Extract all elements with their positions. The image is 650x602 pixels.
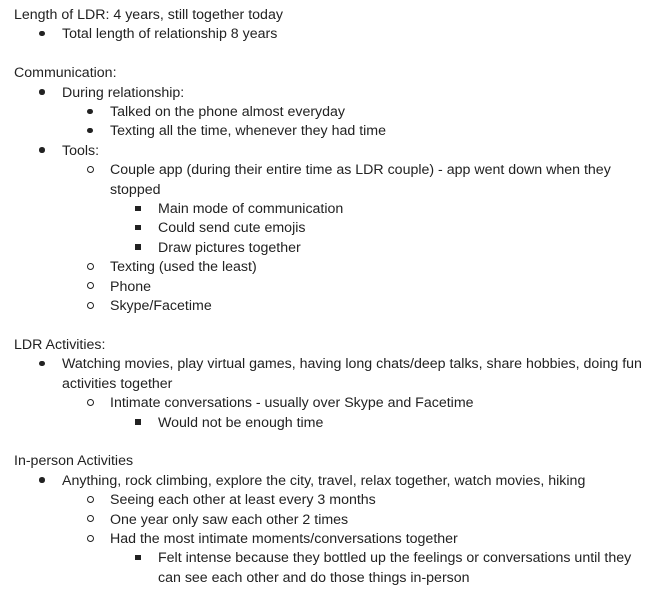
filled-square-bullet-icon [130, 239, 146, 258]
list-item [0, 200, 650, 219]
list-item-text: Seeing each other at least every 3 months [110, 492, 376, 509]
list-item [0, 278, 650, 297]
list-item-text: Texting (used the least) [110, 259, 257, 276]
list-item [0, 394, 650, 413]
list-item-text: Had the most intimate moments/conversations together [110, 530, 458, 547]
list-item [0, 84, 650, 103]
list-item [0, 511, 650, 530]
filled-square-bullet-icon [130, 549, 146, 568]
section-communication [0, 64, 650, 316]
list-item [0, 25, 650, 44]
filled-circle-bullet-icon [34, 25, 50, 44]
blank-line [0, 316, 650, 335]
list-item-text: Could send cute emojis [158, 220, 306, 237]
list-item-text: Watching movies, play virtual games, having long chats/deep talks, share hobbies, doing fun activities together [62, 356, 642, 392]
hollow-circle-bullet-icon [82, 530, 98, 549]
list-item [0, 491, 650, 510]
list-item [0, 122, 650, 141]
list-item [0, 530, 650, 549]
filled-circle-bullet-icon [34, 142, 50, 161]
hollow-circle-bullet-icon [82, 491, 98, 510]
filled-circle-bullet-icon [82, 103, 98, 122]
list-item-text: During relationship: [62, 84, 185, 101]
section-heading: LDR Activities: [14, 336, 106, 353]
list-item-text: Talked on the phone almost everyday [110, 104, 346, 121]
list-item [0, 549, 650, 588]
list-item-text: Main mode of communication [158, 201, 344, 218]
list-item [0, 161, 650, 200]
filled-square-bullet-icon [130, 200, 146, 219]
filled-square-bullet-icon [130, 219, 146, 238]
list-item [0, 414, 650, 433]
list-item-text: Draw pictures together [158, 239, 301, 256]
blank-line [0, 433, 650, 452]
list-item-text: Couple app (during their entire time as LDR couple) - app went down when they stopped [110, 162, 611, 198]
list-item [0, 103, 650, 122]
section-heading: In-person Activities [14, 453, 134, 470]
hollow-circle-bullet-icon [82, 258, 98, 277]
list-item [0, 472, 650, 491]
list-item-text: Would not be enough time [158, 414, 324, 431]
filled-circle-bullet-icon [34, 84, 50, 103]
hollow-circle-bullet-icon [82, 394, 98, 413]
filled-square-bullet-icon [130, 414, 146, 433]
section-heading: Length of LDR: 4 years, still together today [14, 7, 283, 23]
list-item [0, 239, 650, 258]
hollow-circle-bullet-icon [82, 297, 98, 316]
list-item-text: Phone [110, 278, 152, 295]
list-item [0, 297, 650, 316]
section-length [0, 6, 650, 45]
filled-circle-bullet-icon [34, 355, 50, 374]
list-item [0, 219, 650, 238]
blank-line [0, 45, 650, 64]
list-item [0, 258, 650, 277]
list-item-text: Felt intense because they bottled up the feelings or conversations until they can see each other and do those things in-person [158, 550, 632, 586]
list-item-text: Intimate conversations - usually over Skype and Facetime [110, 395, 474, 412]
section-heading: Communication: [14, 65, 117, 82]
list-item-text: Total length of relationship 8 years [62, 26, 278, 43]
list-item-text: Texting all the time, whenever they had time [110, 123, 387, 140]
filled-circle-bullet-icon [82, 122, 98, 141]
list-item-text: One year only saw each other 2 times [110, 511, 349, 528]
section-ldr-activities [0, 336, 650, 433]
list-item [0, 142, 650, 161]
list-item [0, 355, 650, 394]
section-in-person-activities [0, 452, 650, 588]
hollow-circle-bullet-icon [82, 511, 98, 530]
list-item-text: Skype/Facetime [110, 298, 212, 315]
hollow-circle-bullet-icon [82, 278, 98, 297]
list-item-text: Tools: [62, 142, 100, 159]
list-item-text: Anything, rock climbing, explore the city, travel, relax together, watch movies, hiking [62, 472, 586, 489]
hollow-circle-bullet-icon [82, 161, 98, 180]
filled-circle-bullet-icon [34, 472, 50, 491]
